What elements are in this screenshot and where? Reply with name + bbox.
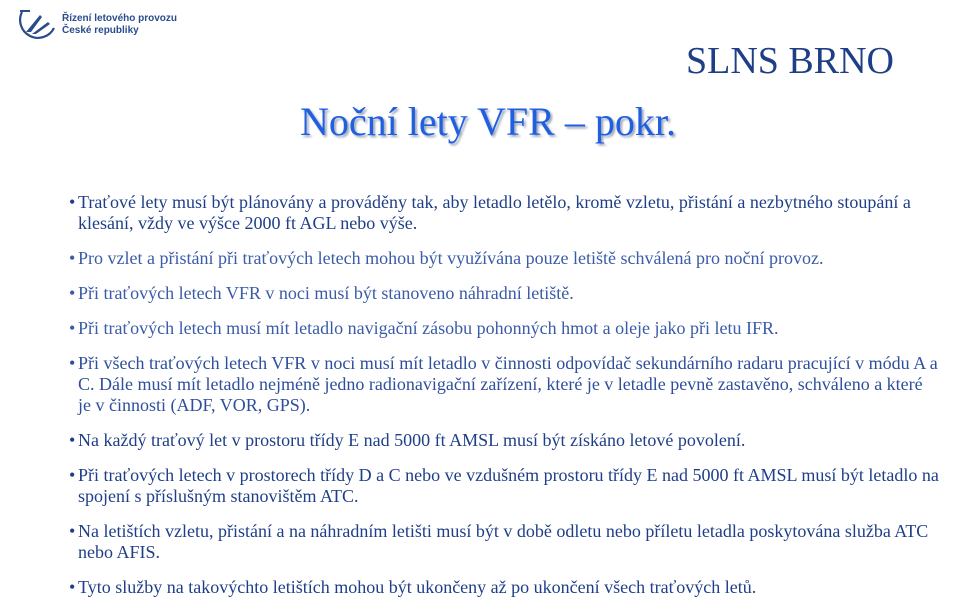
bullet-item-6: • Na každý traťový let v prostoru třídy E nad 5000 ft AMSL musí být získáno letové povolení. xyxy=(70,430,940,451)
org-name-line2: České republiky xyxy=(62,25,139,36)
bullet-item-8: • Na letištích vzletu, přistání a na náhradním letišti musí být v době odletu nebo příletu letadla poskytována služba ATC nebo AFIS. xyxy=(70,521,940,563)
bullet-item-3: • Při traťových letech VFR v noci musí být stanoveno náhradní letiště. xyxy=(70,283,940,304)
org-name xyxy=(62,13,177,37)
air-navigation-logo-icon xyxy=(18,6,58,44)
bullet-item-4: • Při traťových letech musí mít letadlo navigační zásobu pohonných hmot a oleje jako při letu IFR. xyxy=(70,318,940,339)
org-logo xyxy=(18,6,177,44)
bullet-item-5: • Při všech traťových letech VFR v noci musí mít letadlo v činnosti odpovídač sekundárního radaru pracující v módu A a C. Dále musí mít letadlo nejméně jedno radionavigační zařízení, které je v letadle pevně zastavěno, schváleno a které je v činnosti (ADF, VOR, GPS). xyxy=(70,353,940,416)
slide-title: Noční lety VFR – pokr. xyxy=(300,99,676,144)
unit-label: SLNS BRNO xyxy=(686,40,894,82)
bullet-list xyxy=(70,192,940,598)
bullet-item-9: • Tyto služby na takovýchto letištích mohou být ukončeny až po ukončení všech traťových letů. xyxy=(70,577,940,598)
org-name-line1: Řízení letového provozu xyxy=(62,13,178,24)
bullet-item-2: • Pro vzlet a přistání při traťových letech mohou být využívána pouze letiště schválená pro noční provoz. xyxy=(70,248,940,269)
bullet-item-1: • Traťové lety musí být plánovány a prováděny tak, aby letadlo letělo, kromě vzletu, přistání a nezbytného stoupání a klesání, vždy ve výšce 2000 ft AGL nebo výše. xyxy=(70,192,940,234)
bullet-item-7: • Při traťových letech v prostorech třídy D a C nebo ve vzdušném prostoru třídy E nad 5000 ft AMSL musí být letadlo na spojení s příslušným stanovištěm ATC. xyxy=(70,465,940,507)
